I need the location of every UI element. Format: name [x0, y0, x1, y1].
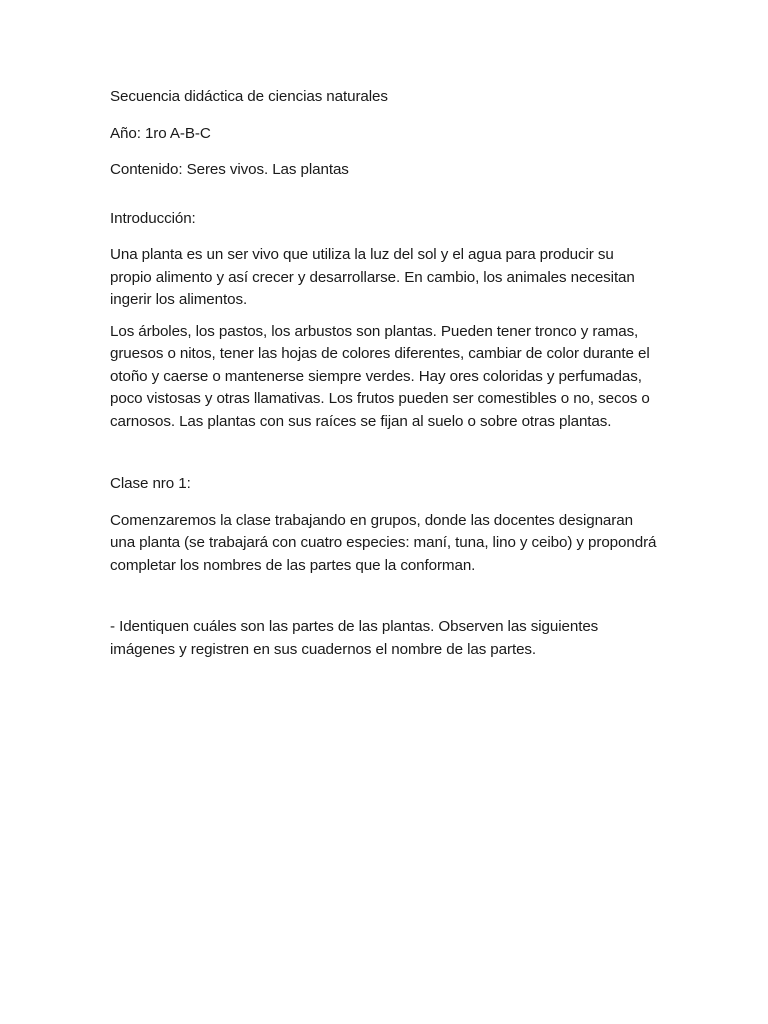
document-title: Secuencia didáctica de ciencias naturales	[110, 88, 388, 105]
content-line: Contenido: Seres vivos. Las plantas	[110, 161, 349, 178]
class-heading: Clase nro 1:	[110, 475, 191, 492]
year-line: Año: 1ro A-B-C	[110, 124, 211, 142]
class-paragraph: Comenzaremos la clase trabajando en grupos, donde las docentes designaran una planta (se trabajará con cuatro especies: maní, tuna, lino y ceibo) y propondrá completar los nombres de las partes que la conforman.	[110, 511, 657, 574]
intro-paragraph-2: Los árboles, los pastos, los arbustos son plantas. Pueden tener tronco y ramas, gruesos o nitos, tener las hojas de colores diferentes, cambiar de color durante el otoño y caerse o mantenerse siempre verdes. Hay ores coloridas y perfumadas, poco vistosas y otras llamativas. Los frutos pueden ser comestibles o no, secos o carnosos. Las plantas con sus raíces se fijan al suelo o sobre otras plantas.	[110, 322, 650, 430]
instruction-paragraph: - Identiquen cuáles son las partes de las plantas. Observen las siguientes imágenes y registren en sus cuadernos el nombre de las partes.	[110, 618, 599, 658]
intro-paragraph-1: Una planta es un ser vivo que utiliza la luz del sol y el agua para producir su propio alimento y así crecer y desarrollarse. En cambio, los animales necesitan ingerir los alimentos.	[110, 246, 635, 308]
document-body	[110, 86, 658, 661]
intro-heading: Introducción:	[110, 209, 196, 227]
